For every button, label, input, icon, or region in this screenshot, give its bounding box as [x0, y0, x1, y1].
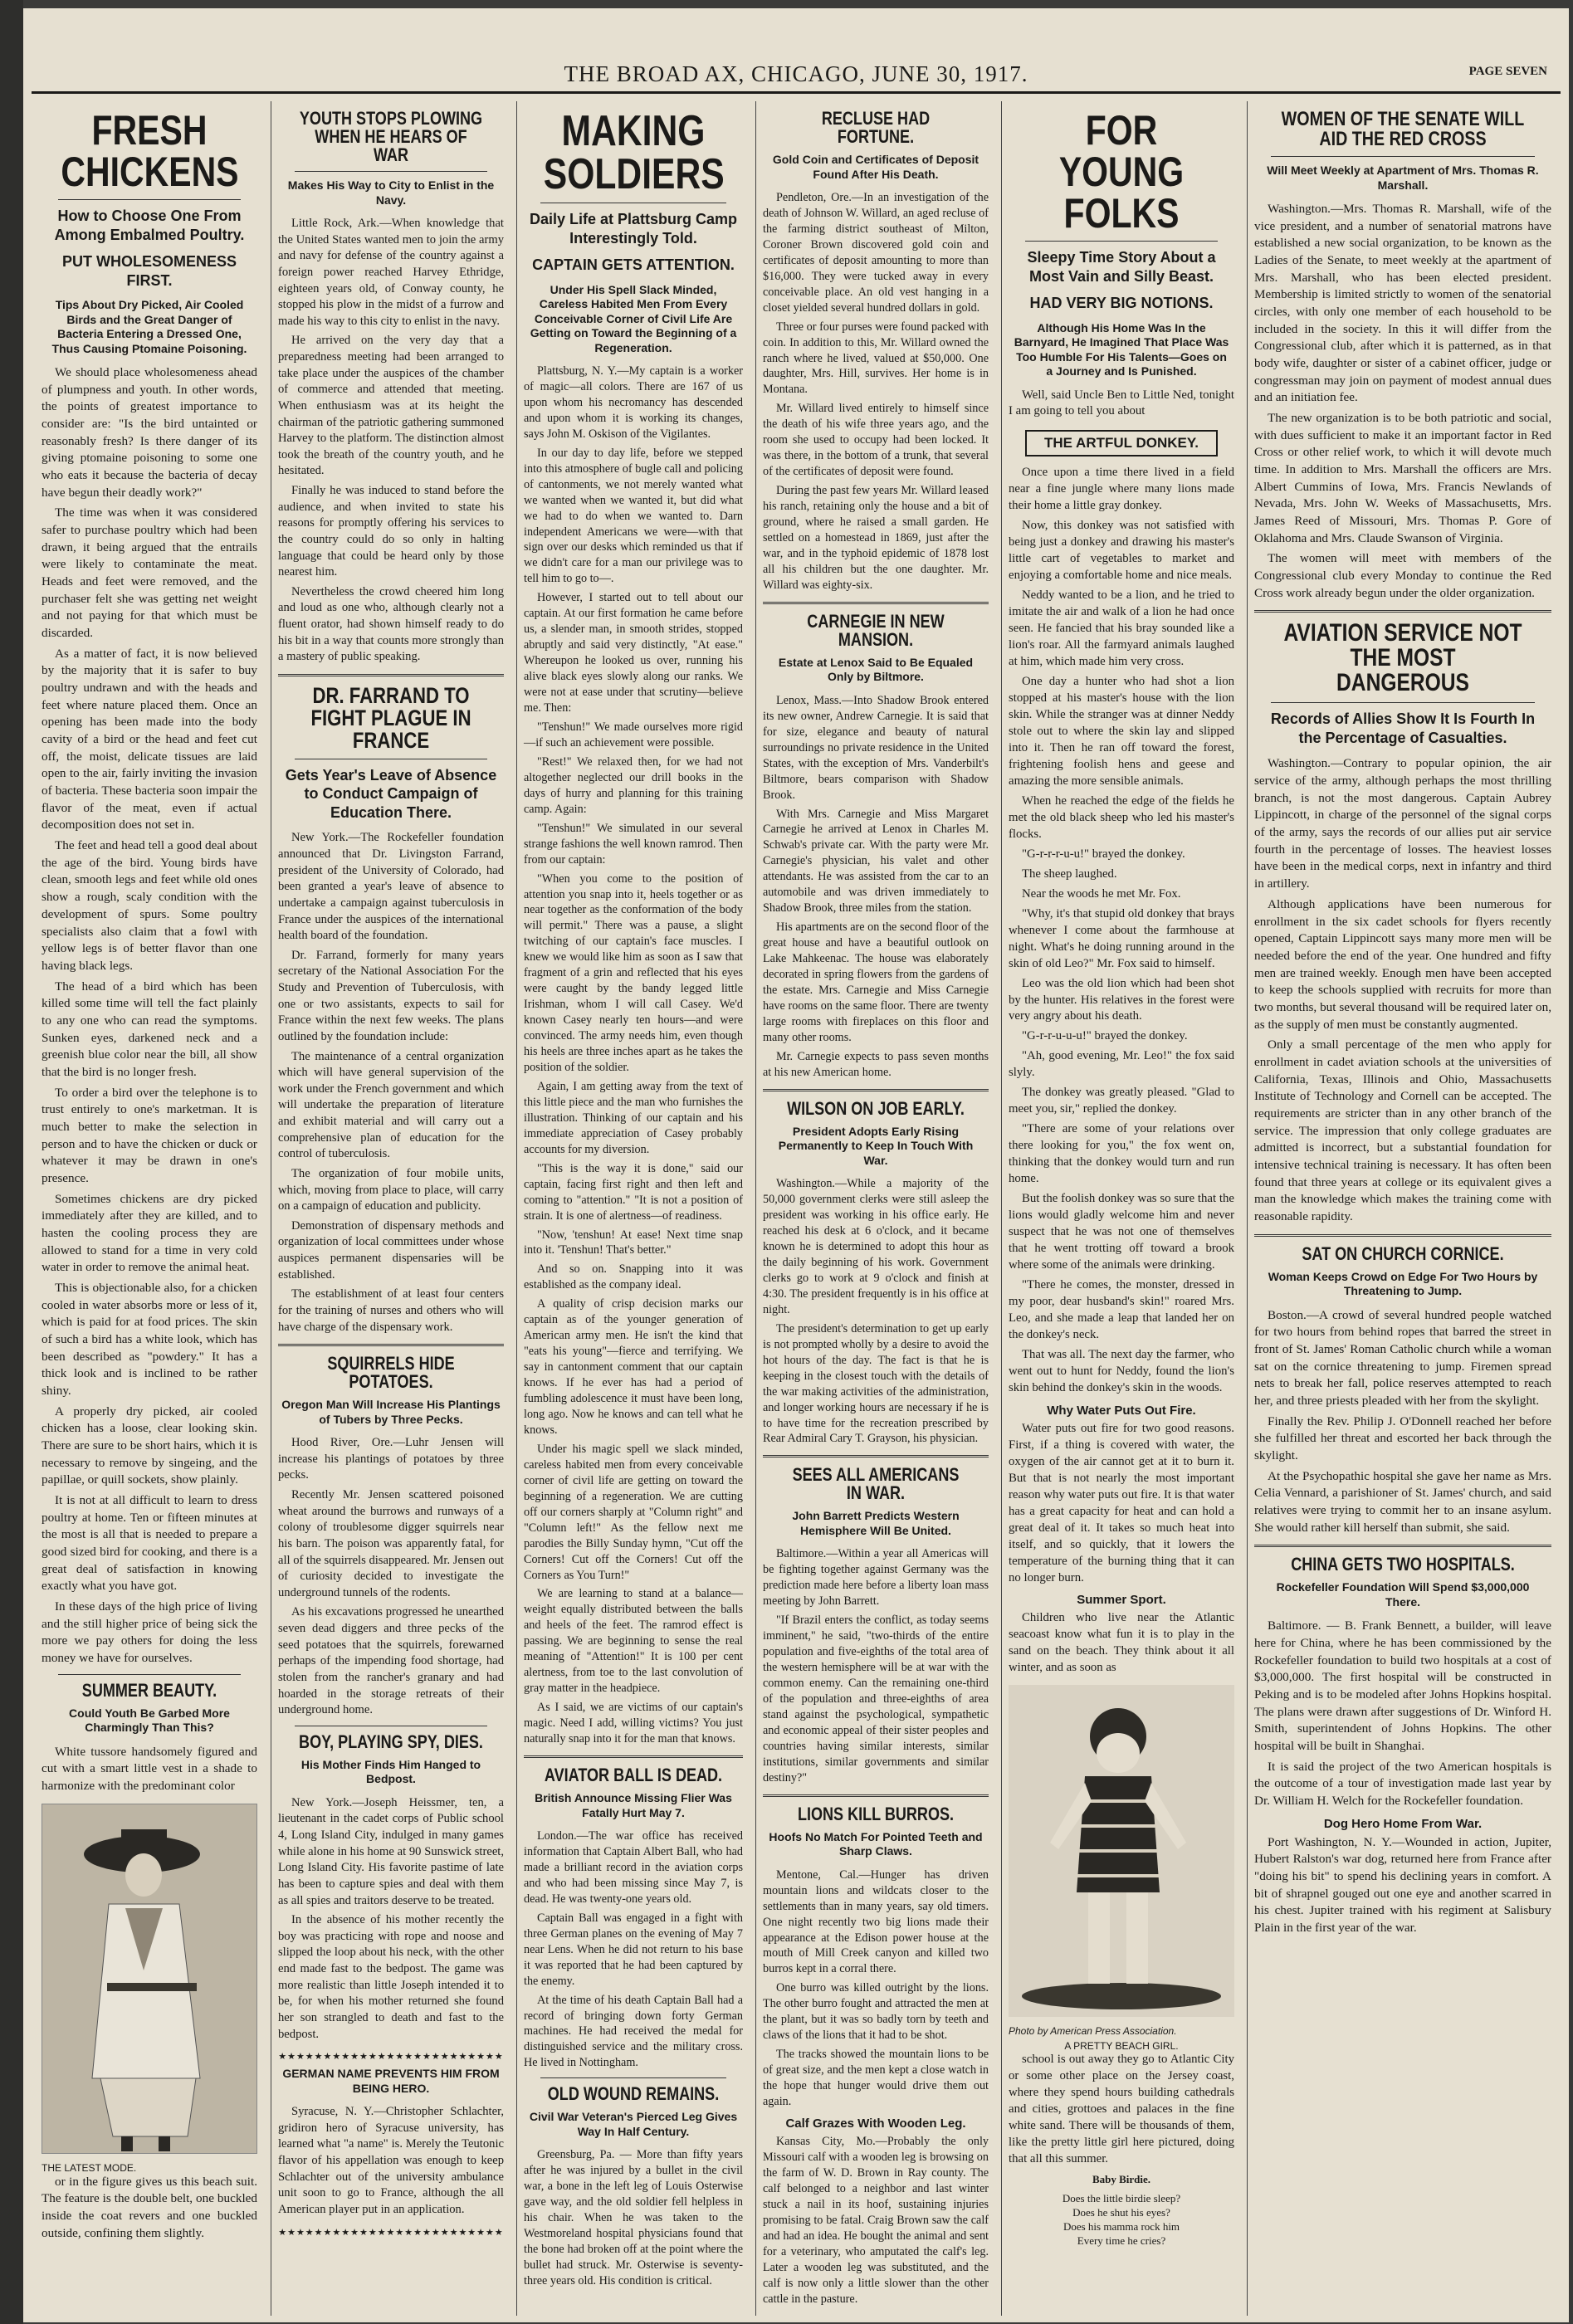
article-paragraph: Little Rock, Ark.—When knowledge that the United States wanted men to join the army and navy for defense of the country against a foreign power reached Harvey Ethridge, eighteen years old, of Conway county, he stopped his plow in the midst of a furrow and made his way to this city to enlist in the navy. — [278, 217, 504, 328]
subhead: Why Water Puts Out Fire. — [1047, 1403, 1196, 1418]
article-paragraph: Washington.—Contrary to popular opinion, the air service of the army, although perhaps the most thrilling branch, is not the most dangerous. Captain Aubrey Lippincott, in charge of the personnel of the signal corps of the army, says the records of our allies put air service fourth in the percentage of losses. The heaviest losses have been in the medical corps, next in infantry and third in artillery. — [1254, 756, 1551, 891]
article-body — [1254, 1618, 1551, 1809]
article-body — [1254, 755, 1551, 1225]
headline-wilson: WILSON ON JOB EARLY. — [787, 1097, 965, 1119]
article-paragraph: "There are some of your relations over there looking for you," the fox went on, thinking that the donkey would turn and run home. — [1009, 1122, 1234, 1186]
deck: Could Youth Be Garbed More Charmingly Than This? — [69, 1706, 230, 1735]
divider — [540, 2077, 726, 2078]
article-paragraph: Lenox, Mass.—Into Shadow Brook entered its new owner, Andrew Carnegie. It is said that for size, elegance and beauty of natural surroundings no private residence in the United States, with the exception of Mrs. Vanderbilt's Biltmore, bears comparison with Shadow Brook. — [763, 693, 989, 802]
beach-girl-illustration — [1009, 1685, 1234, 2017]
deck: Will Meet Weekly at Apartment of Mrs. Thomas R. Marshall. — [1267, 164, 1539, 192]
divider — [1254, 610, 1551, 613]
article-paragraph: The maintenance of a central organization which will have general supervision of the work under the French government and which will undertake the preparation of literature and exhibit material and will carry out a comprehensive plan of education for the control of tuberculosis. — [278, 1049, 504, 1161]
divider — [1025, 241, 1218, 242]
article-paragraph: One burro was killed outright by the lions. The other burro fought and attracted the men at the plant, but it was so badly torn by teeth and claws of the lions that it had to be shot. — [763, 1981, 989, 2043]
article-paragraph: London.—The war office has received information that Captain Albert Ball, who had made a brilliant record in the aviation corps and who had been missing since May 7, is dead. He was twenty-one years old. — [524, 1829, 743, 1906]
subhead: Calf Grazes With Wooden Leg. — [785, 2116, 966, 2131]
headline-fresh-chickens: FRESH CHICKENS — [61, 107, 239, 195]
article-paragraph: We are learning to stand at a balance—weight equally distributed between the balls and heels of the feet. The ramrod effect is passing. We are beginning to sense the real meaning of "Attention!" It is 100 per cent alertness, from toe to the last convolution of gray matter in the headpiece. — [524, 1587, 743, 1696]
article-paragraph: Under his magic spell we slack minded, careless habited men from every conceivable corner of civil life are getting on toward the beginning of a regeneration. We are cutting off our corners sharply at "Column right" and "Column left!" As the fellow next me parodies the Billy Sunday hymn, "Cut off the Corners! Cut off the Corners! Cut off the Corners as You Turn!" — [524, 1442, 743, 1582]
masthead-rule — [32, 91, 1561, 94]
article-body — [1254, 1307, 1551, 1537]
figure-caption: A PRETTY BEACH GIRL. — [1064, 2040, 1179, 2053]
article-paragraph: Greensburg, Pa. — More than fifty years after he was injured by a bullet in the civil war, a bone in the left leg of Louis Osterwise gave way, and the old soldier fell helpless in his chair. When he was taken to the Westmoreland hospital physicians found that the bone had broken off at the point where the bullet had struck. Mr. Osterwise is seventy-three years old. His condition is critical. — [524, 2148, 743, 2287]
divider — [1254, 1545, 1551, 1547]
page-margin-shadow — [0, 0, 23, 2324]
column-4 — [755, 101, 995, 2316]
article-paragraph: The new organization is to be both patriotic and social, with dues sufficient to make it an important factor in Red Cross or other relief work, to which it will devote much time. In addition to Mrs. Marshall the officers are Mrs. Albert Cummins of Iowa, Mrs. Francis Newlands of Nevada, Mrs. John W. Weeks of Massachusetts, Mrs. James Reed of Missouri, Mrs. Thomas P. Gore of Oklahoma and Mrs. Claude Swanson of Virginia. — [1254, 411, 1551, 545]
article-paragraph: Water puts out fire for two good reasons. First, if a thing is covered with water, the oxygen of the air cannot get at it to burn it. But that is not nearly the most important reason why water puts out fire. It is that water has a great capacity for heat and can hold a great deal of it. It takes so much heat into itself, and so quickly, that it lowers the temperature of the burning thing that it can no longer burn. — [1009, 1421, 1235, 1584]
article-paragraph: Mr. Carnegie expects to pass seven months at his new American home. — [763, 1049, 989, 1079]
divider — [1254, 1234, 1551, 1237]
article-paragraph: "Tenshun!" We simulated in our several strange fashions the well known ramrod. Then from our captain: — [524, 821, 743, 867]
article-paragraph: The feet and head tell a good deal about the age of the bird. Young birds have clean, smooth legs and feet while old ones show a rough, scaly condition with the development of spurs. Some poultry specialists also claim that a fowl with yellow legs is of better flavor than one having black legs. — [42, 838, 257, 973]
article-paragraph: The head of a bird which has been killed some time will tell the fact plainly to any one who can read the symptoms. Sunken eyes, darkened neck and a greenish blue color near the bill, all show that the bird is no longer fresh. — [42, 979, 257, 1079]
article-body — [1254, 201, 1551, 602]
subhead: Summer Sport. — [1077, 1593, 1166, 1608]
photo-credit: Photo by American Press Association. — [1009, 2025, 1177, 2038]
article-paragraph: That was all. The next day the farmer, who went out to hunt for Neddy, found the lion's skin behind the donkey's skin in the woods. — [1009, 1347, 1234, 1394]
deck: Under His Spell Slack Minded, Careless Habited Men From Every Conceivable Corner of Civil Life Are Getting on Toward the Beginning of a Regeneration. — [530, 282, 737, 354]
deck: John Barrett Predicts Western Hemisphere Will Be United. — [792, 1509, 960, 1537]
deck: How to Choose One From Among Embalmed Poultry. — [54, 208, 245, 243]
deck: Although His Home Was In the Barnyard, He Imagined That Place Was Too Humble For His Talents—Goes on a Journey and Is Punished. — [1014, 320, 1229, 378]
deck: PUT WHOLESOMENESS FIRST. — [61, 253, 237, 289]
figure-caption: THE LATEST MODE. — [42, 2161, 137, 2174]
article-paragraph: This is objectionable also, for a chicken cooled in water absorbs more or less of it, which is paid for at food prices. The skin of such a bird has a white look, which has been described as "powdery." It has a thick look and is inclined to be rather shiny. — [42, 1280, 257, 1398]
article-paragraph: Leo was the old lion which had been shot by the hunter. His relatives in the forest were very angry about his death. — [1009, 976, 1234, 1023]
article-body — [763, 190, 989, 593]
article-paragraph: In these days of the high price of living and the still higher price of being sick the more we pay others for doing the less money we have for ourselves. — [42, 1599, 257, 1666]
article-paragraph: The tracks showed the mountain lions to be of great size, and the men kept a close watch in the hope that hunger would drive them out again. — [763, 2048, 989, 2109]
article-paragraph: "There he comes, the monster, dressed in my poor, dear husband's skin!" roared Mrs. Leo, and she made a leap that landed her on the donkey's neck. — [1009, 1278, 1234, 1341]
article-paragraph: During the past few years Mr. Willard leased his ranch, retaining only the house and a bit of ground, where he raised a small garden. He settled on a homestead in 1869, just after the war, and in the typhoid epidemic of 1878 lost all his children but the one daughter. Mr. Willard was eighty-six. — [763, 484, 989, 592]
article-body — [278, 216, 504, 666]
divider — [295, 171, 487, 172]
article-paragraph: "G-r-r-r-u-u!" brayed the donkey. — [1022, 847, 1185, 861]
headline-aviator-ball: AVIATOR BALL IS DEAD. — [544, 1765, 723, 1786]
article-paragraph: Mr. Willard lived entirely to himself since the death of his wife three years ago, and the room she used to occupy had been locked. It was there, in the bottom of a trunk, that several of the certificates of deposit were found. — [763, 402, 989, 479]
column-1 — [35, 101, 264, 2316]
article-paragraph: "This is the way it is done," said our captain, facing first right and then left and coming to "attention." "It is not a position of strain. It is one of alertness—of readiness. — [524, 1161, 743, 1223]
article-paragraph: Finally he was induced to stand before the audience, and when invited to state his reasons for promptly offering his services to the country could do so only in halting language that could be heard only by those nearest him. — [278, 484, 504, 579]
deck: Estate at Lenox Said to Be Equaled Only by Biltmore. — [778, 655, 974, 684]
article-paragraph: His apartments are on the second floor of the great house and have a beautiful outlook on Lake Mahkeenac. The house was elaborately decorated in spring flowers from the gardens of the estate. Mrs. Carnegie and Miss Carnegie have rooms on the same floor. There are twenty large rooms with fireplaces on this floor and many other rooms. — [763, 920, 989, 1044]
headline-squirrels: SQUIRRELS HIDE POTATOES. — [327, 1353, 455, 1393]
divider — [763, 1089, 989, 1091]
article-paragraph: Finally the Rev. Philip J. O'Donnell reached her before she fulfilled her threat and escorted her back through the skylight. — [1254, 1413, 1551, 1462]
article-paragraph: Washington.—Mrs. Thomas R. Marshall, wife of the vice president, and a number of senatorial matrons have established a new social organization, to be known as the Ladies of the Senate, to meet weekly at the apartment of Mrs. Marshall, who has been elected president. Membership is limited strictly to women of the senatorial circles, with only one member of each household to be included in the society. In this it will differ from the Congressional club, after which it is patterned, as in that body wife, daughter or sister of a cabinet officer, judge or congressman may join on payment of modest annual dues and an initiation fee. — [1254, 202, 1551, 405]
headline-for-young-folks: FOR YOUNG FOLKS — [1058, 107, 1185, 237]
deck: Records of Allies Show It Is Fourth In the Percentage of Casualties. — [1270, 710, 1536, 746]
article-paragraph: To order a bird over the telephone is to trust entirely to one's marketman. It is much better to make the selection in person and to have the chicken or duck or whatever it may be drawn in one's presence. — [42, 1085, 257, 1185]
deck: Rockefeller Foundation Will Spend $3,000,000 There. — [1276, 1580, 1530, 1609]
article-paragraph: "Rest!" We relaxed then, for we had not altogether neglected our drill books in the days of hurry and planning for this training camp. Again: — [524, 754, 743, 816]
poem — [1009, 2192, 1234, 2248]
poem-line: Does his mamma rock him — [1063, 2219, 1180, 2233]
article-body — [524, 1828, 743, 2071]
headline-old-wound: OLD WOUND REMAINS. — [547, 2083, 720, 2105]
article-paragraph: Well, said Uncle Ben to Little Ned, tonight I am going to tell you about — [1009, 388, 1234, 418]
article-paragraph: Washington.—While a majority of the 50,000 government clerks were still asleep the president was working in his office early. He reached his desk at 6 o'clock, and it became known he is determined to adopt this hour as the daily beginning of his work. Government clerks go to work at 9 o'clock and finish at 4:30. The president frequently is in his office at night. — [763, 1177, 989, 1316]
article-paragraph: Demonstration of dispensary methods and organization of local committees under whose auspices permanent dispensaries will be established. — [278, 1218, 504, 1282]
article-paragraph: Pendleton, Ore.—In an investigation of the death of Johnson W. Willard, an aged recluse of the farming district southeast of Milton, Coroner Brown discovered gold coin and certificates of deposit amounting to more than $16,000. They were tucked away in every conceivable place. An old vest hanging in a closet yielded several hundred dollars in gold. — [763, 191, 989, 315]
article-paragraph: Neddy wanted to be a lion, and he tried to imitate the air and walk of a lion he had once seen. He fancied that his bray sounded like a lion's roar. All the farmyard animals laughed at him, which made him very cross. — [1009, 588, 1234, 669]
poem-title: Baby Birdie. — [1092, 2173, 1151, 2186]
article-paragraph: Syracuse, N. Y.—Christopher Schlachter, gridiron hero of Syracuse university, has learned what "a name" is. Merely the Teutonic flavor of his appellation was enough to keep Schlachter out of the university ambulance unit soon to go to France, although the all American player put in an application. — [278, 2105, 504, 2216]
headline-youth-stops-plowing: YOUTH STOPS PLOWING WHEN HE HEARS OF WAR — [299, 108, 483, 165]
headline-church-cornice: SAT ON CHURCH CORNICE. — [1302, 1243, 1504, 1264]
headline-sees-all-americans: SEES ALL AMERICANS IN WAR. — [792, 1464, 960, 1504]
article-paragraph: "Ah, good evening, Mr. Leo!" the fox said slyly. — [1009, 1049, 1234, 1080]
divider — [763, 602, 989, 604]
article-paragraph: "G-r-r-u-u-u!" brayed the donkey. — [1022, 1029, 1188, 1043]
article-paragraph: As a matter of fact, it is now believed by the majority that it is safer to buy poultry undrawn and with the heads and feet where nature placed them. Once an opening has been made into the body cavity of a bird or the head and feet cut off, the moist, delicate tissues are laid open to the air, fairly inviting the invasion of bacteria. These bacteria soon impair the flavor of the meat, even if actual decomposition does not set in. — [42, 646, 257, 832]
article-paragraph: The donkey was greatly pleased. "Glad to meet you, sir," replied the donkey. — [1009, 1086, 1234, 1116]
article-body — [524, 364, 743, 1747]
article-body — [763, 1176, 989, 1447]
article-body — [278, 1795, 504, 2043]
article-paragraph: "If Brazil enters the conflict, as today seems imminent," he said, "two-thirds of the entire population and five-eighths of the total area of the western hemisphere will be at war with the common enemy. Can the remaining one-third of the population and three-eighths of area stand against the psychological, sympathetic and economic appeal of their sister peoples and countries having similar interests, similar institutions, similar governments and similar destiny?" — [763, 1614, 989, 1784]
deck: Woman Keeps Crowd on Edge For Two Hours by Threatening to Jump. — [1268, 1269, 1538, 1298]
divider — [763, 1794, 989, 1797]
article-paragraph: Port Washington, N. Y.—Wounded in action, Jupiter, Hubert Ralston's war dog, returned here from France after "doing his bit" to spend his declining years in comfort. A bit of shrapnel gouged out one eye and another scarred in his chest. Jupiter trained with his regiment at Salisbury Plain in the first year of the war. — [1254, 1834, 1551, 1936]
article-paragraph: Now, this donkey was not satisfied with being just a donkey and drawing his master's little cart of vegetables to market and enjoying a comfortable home and nice meals. — [1009, 519, 1234, 583]
deck: Makes His Way to City to Enlist in the Navy. — [287, 178, 495, 207]
article-body — [278, 1435, 504, 1719]
article-paragraph: But the foolish donkey was so sure that the lions would gladly welcome him and never suspect that he was not one of themselves that he went trotting off toward a brook where some of the animals were drinking. — [1009, 1192, 1234, 1272]
article-paragraph: Baltimore. — B. Frank Bennett, a builder, will leave here for China, where he has been commissioned by the Rockefeller foundation to build two hospitals at a cost of $3,000,000. The first hospital will be constructed in Peking and is to be modeled after Johns Hopkins hospital. The plans were drawn after suggestions of Dr. Winford H. Smith, superintendent of Johns Hopkins. The other hospital will be built in Shanghai. — [1254, 1618, 1551, 1754]
article-paragraph: The organization of four mobile units, which, moving from place to place, will carry on a campaign of education and publicity. — [278, 1166, 504, 1213]
deck: Sleepy Time Story About a Most Vain and Silly Beast. — [1027, 249, 1216, 285]
article-body — [763, 1546, 989, 1785]
article-paragraph: It is not at all difficult to learn to dress poultry at home. Ten or fifteen minutes at the most is all that is needed to prepare a good sized bird for cooking, and there is a great deal of satisfaction in knowing exactly what you have got. — [42, 1493, 257, 1594]
article-paragraph: Recently Mr. Jensen scattered poisoned wheat around the burrows and runways of a colony of troublesome digger squirrels near his barn. The poison was apparently fatal, for all of the squirrels disappeared. Mr. Jensen out of curiosity decided to investigate the underground tunnels of the rodents. — [278, 1488, 504, 1599]
article-paragraph: Sometimes chickens are dry picked immediately after they are killed, and to hasten the cooling process they are allowed to stand for a time in very cold water in order to remove the animal heat. — [42, 1191, 257, 1275]
article-paragraph: One day a hunter who had shot a lion stopped at his master's house with the lion skin. While the stranger was at dinner Neddy stole out to where the skin lay and slipped into it. Then he ran off toward the forest, frightening foolish hens and geese and amazing the more sensible animals. — [1009, 675, 1234, 788]
deck: CAPTAIN GETS ATTENTION. — [532, 256, 735, 273]
article-paragraph: Dr. Farrand, formerly for many years secretary of the National Association For the Study and Prevention of Tuberculosis, with one or two assistants, expects to sail for France within the next few weeks. The plans outlined by the foundation include: — [278, 948, 504, 1043]
column-6 — [1247, 101, 1558, 2316]
article-paragraph: In our day to day life, before we stepped into this atmosphere of bugle call and policing of cantonments, we not merely wanted what we wanted when we wanted it, but did what we had to do when we wanted to. Darn independent Americans we were—with that sign over our desks which reminded us that if we didn't care for a man our privilege was to tell him to go to—. — [524, 446, 743, 586]
headline-summer-beauty: SUMMER BEAUTY. — [81, 1679, 217, 1701]
article-paragraph: The time was when it was considered safer to purchase poultry which had been drawn, it being argued that the entrails were likely to contaminate the meat. Heads and feet were removed, and the purchaser felt she was getting net weight and not paying for that which must be discarded. — [42, 505, 257, 641]
article-paragraph: school is out away they go to Atlantic City or some other place on the Jersey coast, where they spend hours building cathedrals and cities, grottoes and palaces in the fine white sand. There will be thousands of them, like the pretty little girl here pictured, doing that all this summer. — [1009, 2053, 1234, 2166]
article-paragraph: In the absence of his mother recently the boy was practicing with rope and noose and slipped the loop about his neck, with the other end made fast to the bedpost. The game was more realistic than little Joseph intended it to be, for when his mother returned she found her son strangled to death and fast to the bedpost. — [278, 1913, 504, 2041]
article-paragraph: Again, I am getting away from the text of this little piece and the man who furnishes the illustration. Thinking of our captain and his immediate appreciation of Casey probably accounts for my diversion. — [524, 1079, 743, 1156]
headline-making-soldiers: MAKING SOLDIERS — [543, 107, 725, 198]
article-paragraph: "Tenshun!" We made ourselves more rigid—if such an achievement were possible. — [524, 720, 743, 749]
poem-line: Every time he cries? — [1077, 2234, 1166, 2247]
deck: Oregon Man Will Increase His Plantings of Tubers by Three Pecks. — [281, 1398, 501, 1426]
article-paragraph: At the Psychopathic hospital she gave her name as Mrs. Celia Vennard, a parishioner of St. James' church, and said relatives were trying to commit her to an insane asylum. She would rather kill herself than submit, she said. — [1254, 1468, 1551, 1535]
article-paragraph: He arrived on the very day that a preparedness meeting had been arranged to take place under the auspices of the chamber of commerce and attended that meeting. When enthusiasm was at its height the chairman of the patriotic gathering summoned Harvey to the platform. The distinction almost took the breath of the country youth, and he hesitated. — [278, 334, 504, 478]
divider — [58, 1674, 241, 1675]
article-paragraph: A properly dry picked, air cooled chicken has a loose, clear looking skin. There are sure to be short hairs, which it is necessary to remove by singeing, and the papillae, or quill sockets, show plainly. — [42, 1404, 257, 1487]
subhead: Dog Hero Home From War. — [1323, 1816, 1483, 1831]
article-paragraph: The sheep laughed. — [1022, 867, 1117, 881]
headline-carnegie: CARNEGIE IN NEW MANSION. — [807, 610, 945, 650]
deck: Gets Year's Leave of Absence to Conduct Campaign of Education There. — [285, 766, 497, 821]
deck: British Announce Missing Flier Was Fatally Hurt May 7. — [535, 1791, 732, 1819]
article-paragraph: Near the woods he met Mr. Fox. — [1022, 886, 1181, 901]
article-paragraph: Kansas City, Mo.—Probably the only Missouri calf with a wooden leg is browsing on the farm of W. D. Brown in Ray county. The calf belonged to a neighbor and last winter stuck a nail in its hoof, sustaining injuries promising to be fatal. Craig Brown saw the calf and had an idea. He bought the animal and sent for a veterinary, who amputated the calf's leg. Later a wooden leg was substituted, and the calf is now only a little slower than the other cattle in the pasture. — [763, 2135, 989, 2306]
divider — [1271, 156, 1535, 157]
deck: Tips About Dry Picked, Air Cooled Birds and the Great Danger of Bacteria Entering a Dressed One, Thus Causing Ptomaine Poisoning. — [51, 298, 247, 355]
article-paragraph: New York.—The Rockefeller foundation announced that Dr. Livingston Farrand, president of the University of Colorado, had been granted a year's leave of absence to undertake a campaign against tuberculosis in France under the auspices of the international health board of the foundation. — [278, 831, 504, 943]
divider — [58, 199, 241, 200]
article-paragraph: Three or four purses were found packed with coin. In addition to this, Mr. Willard owned the ranch where he lived, valued at $50,000. One daughter, Mrs. Hill, survives. Her home is in Montana. — [763, 320, 989, 397]
deck: His Mother Finds Him Hanged to Bedpost. — [300, 1757, 481, 1786]
star-border: ★★★★★★★★★★★★★★★★★★★★★★★★★ — [278, 2052, 504, 2063]
article-paragraph: We should place wholesomeness ahead of plumpness and youth. In other words, the points of greatest importance to consider are: "Is the bird untainted or reasonably fresh? Is there danger of its giving ptomaine poisoning to some one who eats it because the bacteria of decay have begun their deadly work?" — [42, 365, 257, 500]
article-paragraph: Baltimore.—Within a year all Americas will be fighting together against Germany was the prediction made here before a liberty loan mass meeting by John Barrett. — [763, 1547, 989, 1609]
article-paragraph: Plattsburg, N. Y.—My captain is a worker of magic—all colors. There are 167 of us upon whom his necromancy has descended and upon whom it is working its changes, says John M. Oskison of the Vigilantes. — [524, 364, 743, 441]
deck: Hoofs No Match For Pointed Teeth and Sharp Claws. — [769, 1829, 983, 1858]
headline-women-of-senate: WOMEN OF THE SENATE WILL AID THE RED CROSS — [1281, 108, 1525, 150]
deck: Daily Life at Plattsburg Camp Interestingly Told. — [529, 211, 738, 247]
newspaper-page — [23, 8, 1569, 2322]
article-paragraph: When he reached the edge of the fields he met the old black sheep who led his master's flocks. — [1009, 793, 1234, 841]
article-paragraph: New York.—Joseph Heissmer, ten, a lieutenant in the cadet corps of Public school 4, Long Island City, indulged in many games while alone in his home at 90 Sunswick street, Long Island City. His favorite pastime of late has been to capture spies and deal with them as all spies and traitors deserve to be treated. — [278, 1795, 504, 1907]
article-paragraph: The women will meet with members of the Congressional club every Monday to continue the Red Cross work already begun under the older organization. — [1254, 551, 1551, 600]
article-paragraph: It is said the project of the two American hospitals is the outcome of a tour of investigation made last year by Dr. William H. Welch for the Rockefeller foundation. — [1254, 1759, 1551, 1809]
headline-dr-farrand: DR. FARRAND TO FIGHT PLAGUE IN FRANCE — [310, 682, 471, 753]
article-paragraph: The president's determination to get up early is not prompted wholly by a desire to avoid the hot hours of the day. The fact is that he is keeping in the closest touch with the details of the war making activities of the administration, and longer working hours are necessary if he is to have time for the recreation prescribed by Rear Admiral Cary T. Grayson, his physician. — [763, 1321, 989, 1446]
deck: President Adopts Early Rising Permanently to Keep In Touch With War. — [778, 1124, 974, 1167]
article-paragraph: Mentone, Cal.—Hunger has driven mountain lions and wildcats closer to the settlements than in many years, say old timers. One night recently two big lions made their appearance at the Edison power house at the mouth of Mill Creek canyon and killed two burros kept in a corral there. — [763, 1868, 989, 1976]
headline-china-hospitals: CHINA GETS TWO HOSPITALS. — [1291, 1554, 1515, 1575]
deck: HAD VERY BIG NOTIONS. — [1029, 295, 1214, 311]
poem-line: Does the little birdie sleep? — [1062, 2192, 1181, 2205]
article-paragraph: With Mrs. Carnegie and Miss Margaret Carnegie he arrived at Lenox in Charles M. Schwab's private car. With the party were Mr. Carnegie's physician, his valet and other attendants. He was assisted from the car to an automobile and was driven immediately to Shadow Brook, three miles from the station. — [763, 807, 989, 915]
boxed-headline: GERMAN NAME PREVENTS HIM FROM BEING HERO. — [282, 2067, 500, 2095]
article-paragraph: White tussore handsomely figured and cut with a smart little vest in a shade to harmonize with the predominant color — [42, 1744, 257, 1794]
boxed-title: THE ARTFUL DONKEY. — [1025, 430, 1218, 456]
article-paragraph: And so on. Snapping into it was established as the company ideal. — [524, 1262, 743, 1292]
article-body — [278, 830, 504, 1335]
poem-line: Does he shut his eyes? — [1072, 2205, 1170, 2219]
article-paragraph: Hood River, Ore.—Luhr Jensen will increase his plantings of potatoes by three pecks. — [278, 1436, 504, 1482]
article-paragraph: "When you come to the position of attention you snap into it, heels together or as near together as the conformation of the body will permit." There was a pause, a slight twitching of our captain's face muscles. I knew we would like him as soon as I saw that fragment of a grin and reflected that his eyes were caught by the bandy legged little Irishman, whom I will call Casey. We'd known Casey nearly ten hours—and were convinced. The army needs him, even though his heels are three inches apart as he takes the position of the soldier. — [524, 872, 743, 1074]
headline-recluse: RECLUSE HAD FORTUNE. — [821, 108, 931, 147]
divider — [1271, 702, 1535, 703]
article-paragraph: Nevertheless the crowd cheered him long and loud as one who, although clearly not a fluent orator, had shown himself ready to do his bit in a way that counts more strongly than a mastery of public speaking. — [278, 584, 504, 664]
article-paragraph: "Now, 'tenshun! At ease! Next time snap into it. 'Tenshun! That's better." — [524, 1228, 743, 1257]
article-paragraph: Captain Ball was engaged in a fight with three German planes on the evening of May 7 near Lens. When he did not return to his base it was reported that he had been captured by the enemy. — [524, 1911, 743, 1988]
article-body — [42, 364, 257, 1667]
page-number: PAGE SEVEN — [1468, 65, 1547, 78]
article-body — [763, 693, 989, 1081]
article-paragraph: As I said, we are victims of our captain's magic. Need I add, willing victims? You just naturally snap into it for the man that knows. — [524, 1701, 743, 1746]
divider — [278, 1344, 504, 1346]
deck: Gold Coin and Certificates of Deposit Found After His Death. — [772, 153, 979, 181]
article-paragraph: However, I started out to tell about our captain. At our first formation he came before us, a slender man, in smooth strides, stopped abruptly and said very distinctly, "At ease." Whereupon he looked us over, running his alive black eyes slowly along our ranks. We were not at ease under that scrutiny—believe me. Then: — [524, 591, 743, 715]
article-paragraph: The establishment of at least four centers for the training of nurses and others who will have charge of the dispensary work. — [278, 1287, 504, 1334]
headline-aviation-service: AVIATION SERVICE NOT THE MOST DANGEROUS — [1283, 619, 1522, 697]
column-3 — [516, 101, 750, 2316]
masthead-title: THE BROAD AX, CHICAGO, JUNE 30, 1917. — [564, 61, 1028, 86]
divider — [524, 1755, 743, 1758]
column-5 — [1001, 101, 1241, 2316]
article-paragraph: Boston.—A crowd of several hundred people watched for two hours from behind ropes that barred the street in front of St. James' Roman Catholic church while a woman sat on the cornice threatening to jump. Firemen spread nets to break her fall, police reserves attempted to reach her, and three priests pleaded with her from the skylight. — [1254, 1307, 1551, 1408]
article-paragraph: Although applications have been numerous for enrollment in the six cadet schools for flyers recently opened, Captain Lippincott says many more men will be needed before the end of the year. One hundred and fifty men are trained weekly. Enough men have been accepted to keep the schools supplied with recruits for more than two months, but several thousand will be required later on, as the supply of men must be constantly augmented. — [1254, 896, 1551, 1032]
article-paragraph: Only a small percentage of the men who apply for enrollment in cadet aviation schools at the universities of California, Texas, Illinois and Ohio, Massachusetts Institute of Technology and Cornell can be accepted. The requirements are stricter than in any other branch of the service. The impression that only college graduates are admitted is incorrect, but a substantial foundation for intensive technical training is necessary. It has often been found that three years at college or its equivalent gives a man the knowledge which makes the training come with reasonable rapidity. — [1254, 1038, 1551, 1223]
deck: Civil War Veteran's Pierced Leg Gives Way In Half Century. — [529, 2110, 738, 2138]
headline-boy-playing-spy: BOY, PLAYING SPY, DIES. — [299, 1731, 483, 1752]
article-body — [1009, 465, 1234, 1396]
divider — [763, 1455, 989, 1457]
article-body — [763, 1868, 989, 2110]
fashion-photo — [42, 1804, 257, 2154]
headline-lions-kill-burros: LIONS KILL BURROS. — [797, 1803, 955, 1824]
article-paragraph: At the time of his death Captain Ball had a record of bringing down forty German machines. He had received the medal for distinguished service and the military cross. He lived in Nottingham. — [524, 1993, 743, 2070]
article-paragraph: "Why, it's that stupid old donkey that brays whenever I come about the farmhouse at night. What's he doing running around in the skin of old Leo?" Mr. Fox said to himself. — [1009, 906, 1234, 970]
divider — [278, 674, 504, 676]
article-paragraph: Children who live near the Atlantic seacoast know what fun it is to play in the sand on the beach. They think about it all winter, and as soon as — [1009, 1611, 1234, 1675]
beach-girl-photo — [1009, 1685, 1234, 2017]
article-paragraph: Once upon a time there lived in a field near a fine jungle where many lions made their home a little gray donkey. — [1009, 466, 1234, 513]
article-paragraph: As his excavations progressed he unearthed seven dead diggers and three pecks of the seed potatoes that the squirrels, forewarned perhaps of the impending food shortage, had stolen from the rancher's granary and had hoarded in the storage retreats of their underground home. — [278, 1605, 504, 1717]
star-border: ★★★★★★★★★★★★★★★★★★★★★★★★★ — [278, 2227, 504, 2238]
article-paragraph: or in the figure gives us this beach suit. The feature is the double belt, one buckled inside the coat revers and one buckled outside, confining them slightly. — [42, 2174, 257, 2240]
article-paragraph: A quality of crisp decision marks our captain as of the younger generation of American army men. He isn't the kind that "eats his young"—fierce and terrifying. We say in cantonment comment that our captain knows. If he ever has had a period of fumbling adolescence it must have been long, long ago. Now he knows and can tell what he knows. — [524, 1297, 743, 1437]
woman-in-suit-illustration — [42, 1804, 256, 2153]
column-2 — [271, 101, 510, 2316]
